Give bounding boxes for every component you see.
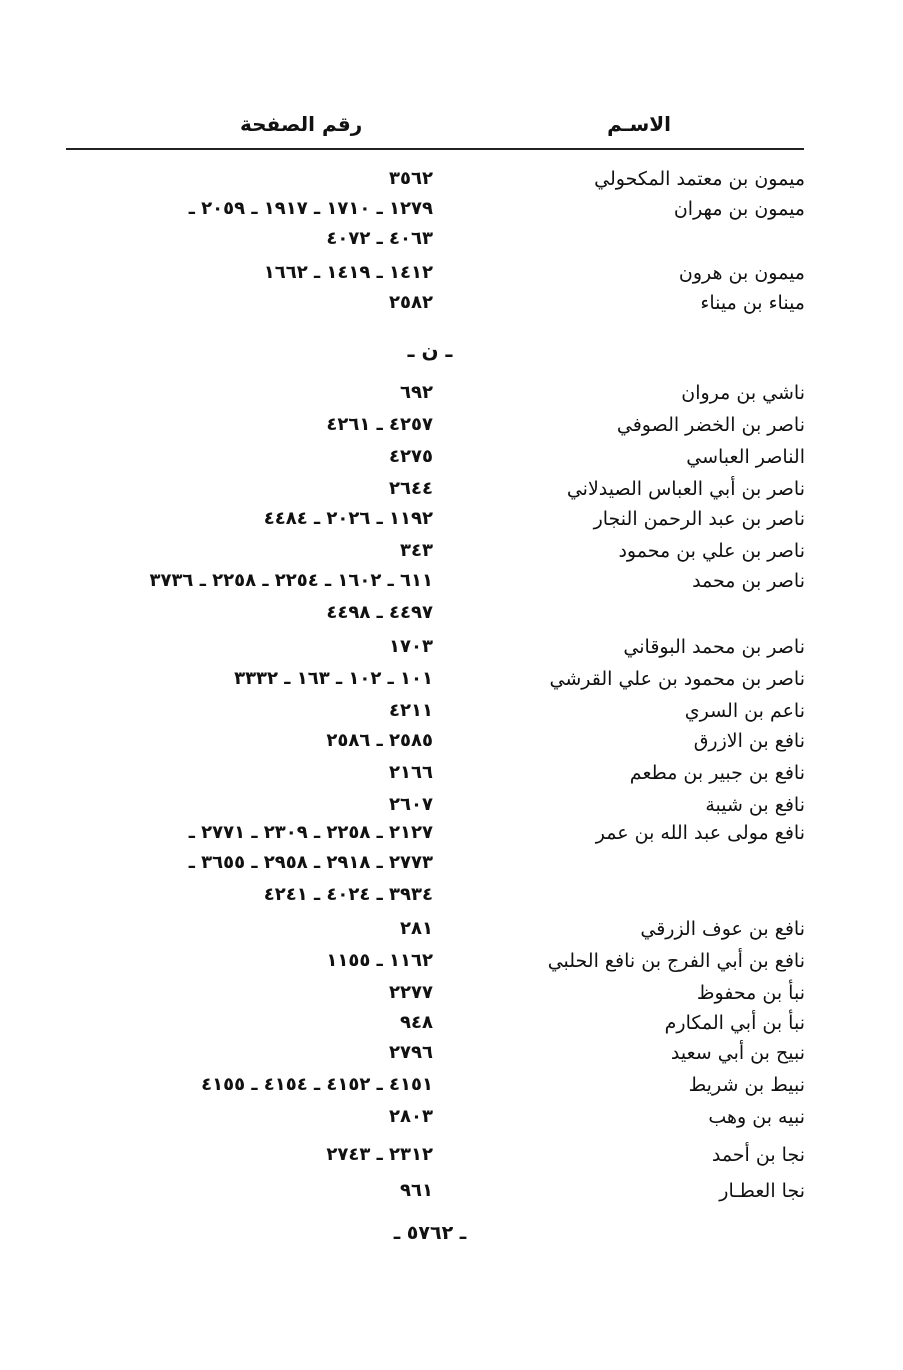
entry-pages: ١٠١ ـ ١٠٢ ـ ١٦٣ ـ ٣٣٣٢ [234, 668, 433, 689]
entry-pages: ٢٣١٢ ـ ٢٧٤٣ [326, 1144, 433, 1165]
entry-name: ناصر بن علي بن محمود [618, 540, 805, 562]
entry-name: نبأ بن أبي المكارم [664, 1012, 805, 1034]
entry-pages: ١٤١٢ ـ ١٤١٩ ـ ١٦٦٢ [263, 262, 433, 283]
index-entry [0, 884, 903, 916]
index-entry [0, 1144, 903, 1176]
index-entry [0, 918, 903, 950]
entry-pages: ٢٥٨٢ [389, 292, 433, 313]
entry-pages: ٣٩٣٤ ـ ٤٠٢٤ ـ ٤٢٤١ [263, 884, 433, 905]
entry-pages: ٤٢١١ [389, 700, 433, 721]
index-entry [0, 382, 903, 414]
index-entry [0, 508, 903, 540]
index-entry [0, 228, 903, 260]
index-entry [0, 446, 903, 478]
entry-name: ناصر بن محمود بن علي القرشي [549, 668, 805, 690]
column-header-name: الاسـم [607, 112, 671, 136]
index-entry [0, 730, 903, 762]
index-entry [0, 1042, 903, 1074]
entry-pages: ١٧٠٣ [389, 636, 433, 657]
index-entry [0, 636, 903, 668]
entry-name: ناصر بن محمد [692, 570, 805, 592]
entry-name: نبيه بن وهب [708, 1106, 805, 1128]
entry-name: ناصر بن عبد الرحمن النجار [593, 508, 805, 530]
entry-pages: ٣٤٣ [400, 540, 433, 561]
index-entry [0, 762, 903, 794]
index-entry [0, 540, 903, 572]
entry-name: نبيح بن أبي سعيد [670, 1042, 805, 1064]
entry-pages: ٦٩٢ [400, 382, 433, 403]
entry-pages: ٩٤٨ [400, 1012, 433, 1033]
entry-name: ميمون بن معتمد المكحولي [594, 168, 805, 190]
entry-pages: ٤٤٩٧ ـ ٤٤٩٨ [326, 602, 433, 623]
entry-name: ميمون بن هرون [678, 262, 805, 284]
entry-name: نافع بن جبير بن مطعم [629, 762, 805, 784]
index-entry [0, 168, 903, 200]
entry-name: نافع مولى عبد الله بن عمر [595, 822, 805, 844]
entry-pages: ٢٥٨٥ ـ ٢٥٨٦ [326, 730, 433, 751]
entry-name: ناصر بن الخضر الصوفي [616, 414, 805, 436]
index-entry [0, 198, 903, 230]
entry-name: نبيط بن شريط [688, 1074, 805, 1096]
section-letter: ـ ن ـ [407, 338, 453, 362]
entry-name: نجا بن أحمد [711, 1144, 805, 1166]
entry-pages: ٢٨١ [400, 918, 433, 939]
entry-name: نبأ بن محفوظ [696, 982, 805, 1004]
index-entry [0, 1012, 903, 1044]
entry-pages: ٢٢٧٧ [389, 982, 433, 1003]
entry-pages: ٢١٦٦ [389, 762, 433, 783]
entry-pages: ٢٧٧٣ ـ ٢٩١٨ ـ ٢٩٥٨ ـ ٣٦٥٥ ـ [188, 852, 433, 873]
index-entry [0, 950, 903, 982]
index-entry [0, 570, 903, 602]
entry-pages: ٢٨٠٣ [389, 1106, 433, 1127]
entry-name: نافع بن أبي الفرج بن نافع الحلبي [547, 950, 805, 972]
entry-pages: ١١٩٢ ـ ٢٠٢٦ ـ ٤٤٨٤ [263, 508, 433, 529]
index-entry [0, 982, 903, 1014]
entry-name: ناشي بن مروان [681, 382, 805, 404]
index-entry [0, 668, 903, 700]
page-number: ـ ٥٧٦٢ ـ [393, 1222, 467, 1244]
entry-pages: ٤٢٥٧ ـ ٤٢٦١ [326, 414, 433, 435]
entry-pages: ٢٧٩٦ [389, 1042, 433, 1063]
entry-pages: ٤١٥١ ـ ٤١٥٢ ـ ٤١٥٤ ـ ٤١٥٥ [201, 1074, 433, 1095]
column-header-page: رقم الصفحة [240, 112, 363, 136]
entry-pages: ٢١٢٧ ـ ٢٢٥٨ ـ ٢٣٠٩ ـ ٢٧٧١ ـ [188, 822, 433, 843]
index-entry [0, 822, 903, 854]
index-entry [0, 602, 903, 634]
entry-pages: ١١٦٢ ـ ١١٥٥ [326, 950, 433, 971]
entry-name: ناصر بن محمد البوقاني [623, 636, 805, 658]
entry-name: ميناء بن ميناء [700, 292, 805, 314]
entry-pages: ٣٥٦٢ [389, 168, 433, 189]
entry-pages: ٦١١ ـ ١٦٠٢ ـ ٢٢٥٤ ـ ٢٢٥٨ ـ ٣٧٣٦ [149, 570, 433, 591]
index-entry [0, 478, 903, 510]
entry-name: نجا العطـار [719, 1180, 805, 1202]
entry-pages: ٤٢٧٥ [389, 446, 433, 467]
index-entry [0, 262, 903, 294]
index-entry [0, 292, 903, 324]
index-entry [0, 414, 903, 446]
entry-pages: ٢٦٠٧ [389, 794, 433, 815]
entry-pages: ١٢٧٩ ـ ١٧١٠ ـ ١٩١٧ ـ ٢٠٥٩ ـ [188, 198, 433, 219]
index-entry [0, 852, 903, 884]
entry-pages: ٩٦١ [400, 1180, 433, 1201]
index-entry [0, 1106, 903, 1138]
index-entry [0, 1074, 903, 1106]
entry-name: نافع بن عوف الزرقي [640, 918, 805, 940]
entry-pages: ٢٦٤٤ [389, 478, 433, 499]
entry-name: نافع بن شيبة [705, 794, 805, 816]
index-entry [0, 700, 903, 732]
entry-name: ناعم بن السري [684, 700, 805, 722]
index-entry [0, 1180, 903, 1212]
entry-name: نافع بن الازرق [693, 730, 805, 752]
entry-pages: ٤٠٦٣ ـ ٤٠٧٢ [326, 228, 433, 249]
entry-name: ناصر بن أبي العباس الصيدلاني [566, 478, 805, 500]
entry-name: ميمون بن مهران [673, 198, 805, 220]
entry-name: الناصر العباسي [686, 446, 805, 468]
